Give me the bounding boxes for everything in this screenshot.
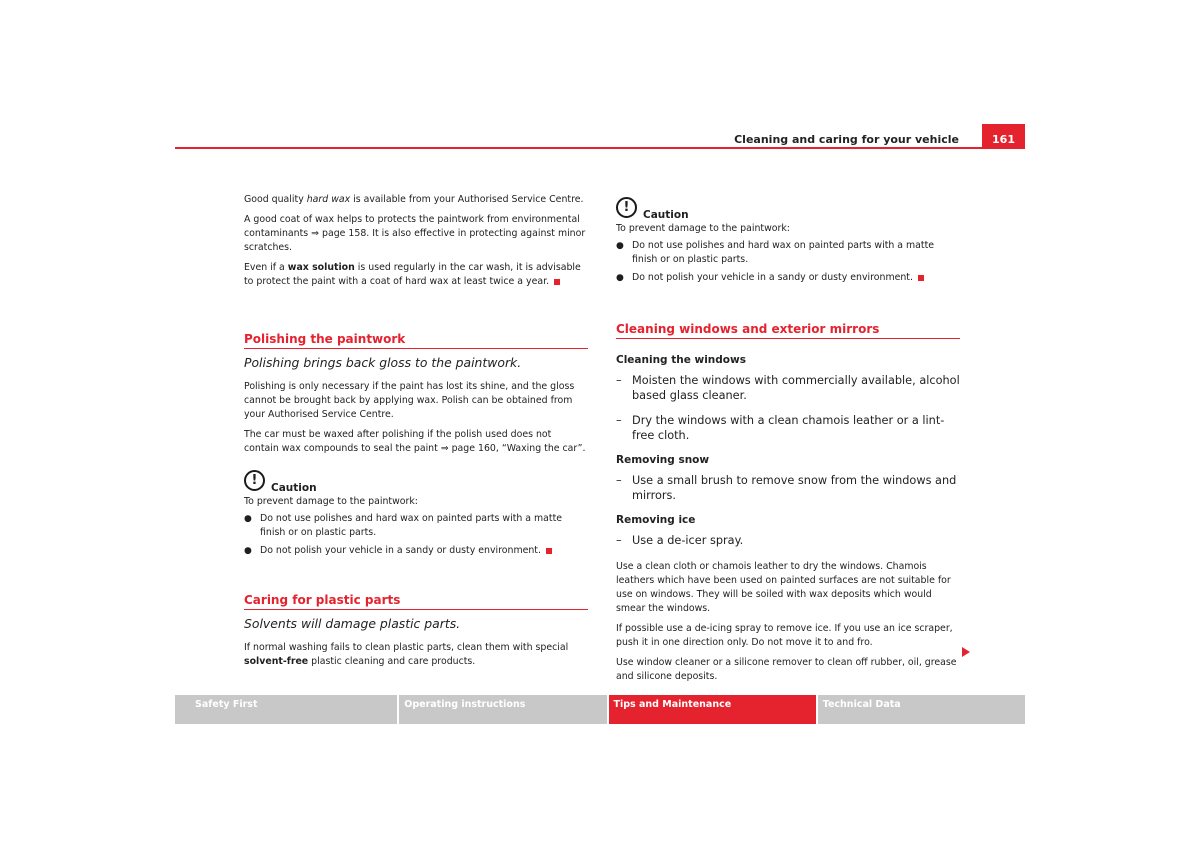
end-marker: [546, 548, 552, 554]
step-item: – Use a small brush to remove snow from the windows and mirrors.: [616, 474, 957, 502]
windows-paragraph-3: Use window cleaner or a silicone remover to clean off rubber, oil, grease and silicone deposits.: [616, 657, 957, 682]
left-column: [244, 193, 588, 675]
caution-icon: !: [244, 470, 265, 491]
page-number: 161: [982, 124, 1025, 149]
windows-paragraph-2: If possible use a de-icing spray to remove ice. If you use an ice scraper, push it in one direction only. Do not move it to and fro.: [616, 623, 953, 648]
tab-tips-and-maintenance[interactable]: Tips and Maintenance: [609, 695, 816, 724]
caution-bullet: ● Do not use polishes and hard wax on painted parts with a matte finish or on plastic parts.: [244, 513, 563, 538]
bullet-icon: ●: [244, 514, 252, 524]
step-item: – Use a de-icer spray.: [616, 534, 744, 547]
caution-title: Caution: [271, 482, 317, 494]
end-marker: [918, 275, 924, 281]
header-rule: [175, 147, 982, 149]
running-header-title: Cleaning and caring for your vehicle: [734, 133, 959, 146]
bullet-icon: ●: [244, 546, 252, 556]
caution-box: [244, 470, 588, 558]
subheading-cleaning-windows: Cleaning the windows: [616, 354, 746, 366]
tab-technical-data[interactable]: Technical Data: [818, 695, 1025, 724]
polishing-paragraph-2: The car must be waxed after polishing if the polish used does not contain wax compounds to seal the paint ⇒ page 160, “Waxing the car”.: [244, 429, 586, 454]
caution-title: Caution: [643, 209, 689, 221]
intro-paragraph-3: Even if a wax solution is used regularly in the car wash, it is advisable to protect the paint with a coat of hard wax at least twice a year.: [244, 262, 581, 287]
right-column: [616, 197, 960, 690]
plastic-paragraph: If normal washing fails to clean plastic parts, clean them with special solvent-free plastic cleaning and care products.: [244, 642, 569, 667]
tab-safety-first[interactable]: Safety First: [175, 695, 397, 724]
subheading-removing-snow: Removing snow: [616, 454, 710, 466]
caution-bullet: ● Do not use polishes and hard wax on painted parts with a matte finish or on plastic parts.: [616, 240, 935, 265]
section-heading-polishing: Polishing the paintwork: [244, 331, 588, 349]
caution-bullet: ● Do not polish your vehicle in a sandy or dusty environment.: [616, 271, 960, 285]
footer-tabs: [175, 695, 1025, 724]
caution-intro: To prevent damage to the paintwork:: [616, 223, 790, 234]
caution-bullet: ● Do not polish your vehicle in a sandy or dusty environment.: [244, 544, 588, 558]
section-heading-windows: Cleaning windows and exterior mirrors: [616, 321, 960, 339]
caution-icon: !: [616, 197, 637, 218]
windows-paragraph-1: Use a clean cloth or chamois leather to dry the windows. Chamois leathers which have been used on painted surfaces are not suitable for use on windows. They will be soiled with wax deposits which would smear the windows.: [616, 561, 951, 614]
section-subtitle-polishing: Polishing brings back gloss to the paintwork.: [244, 355, 522, 370]
tab-operating-instructions[interactable]: Operating instructions: [399, 695, 606, 724]
continue-arrow-icon: [962, 647, 970, 657]
caution-intro: To prevent damage to the paintwork:: [244, 496, 418, 507]
section-subtitle-plastic: Solvents will damage plastic parts.: [244, 616, 461, 631]
subheading-removing-ice: Removing ice: [616, 514, 696, 526]
caution-box: [616, 197, 960, 285]
step-item: – Moisten the windows with commercially available, alcohol based glass cleaner.: [616, 374, 960, 402]
bullet-icon: ●: [616, 241, 624, 251]
section-heading-plastic: Caring for plastic parts: [244, 592, 588, 610]
intro-paragraph-1: Good quality hard wax is available from your Authorised Service Centre.: [244, 194, 584, 205]
bullet-icon: ●: [616, 273, 624, 283]
polishing-paragraph-1: Polishing is only necessary if the paint has lost its shine, and the gloss cannot be brought back by applying wax. Polish can be obtained from your Authorised Service Centre.: [244, 381, 575, 420]
step-item: – Dry the windows with a clean chamois leather or a lint-free cloth.: [616, 414, 945, 442]
end-marker: [554, 279, 560, 285]
intro-paragraph-2: A good coat of wax helps to protects the paintwork from environmental contaminants ⇒ page 158. It is also effective in protecting against minor scratches.: [244, 214, 586, 253]
